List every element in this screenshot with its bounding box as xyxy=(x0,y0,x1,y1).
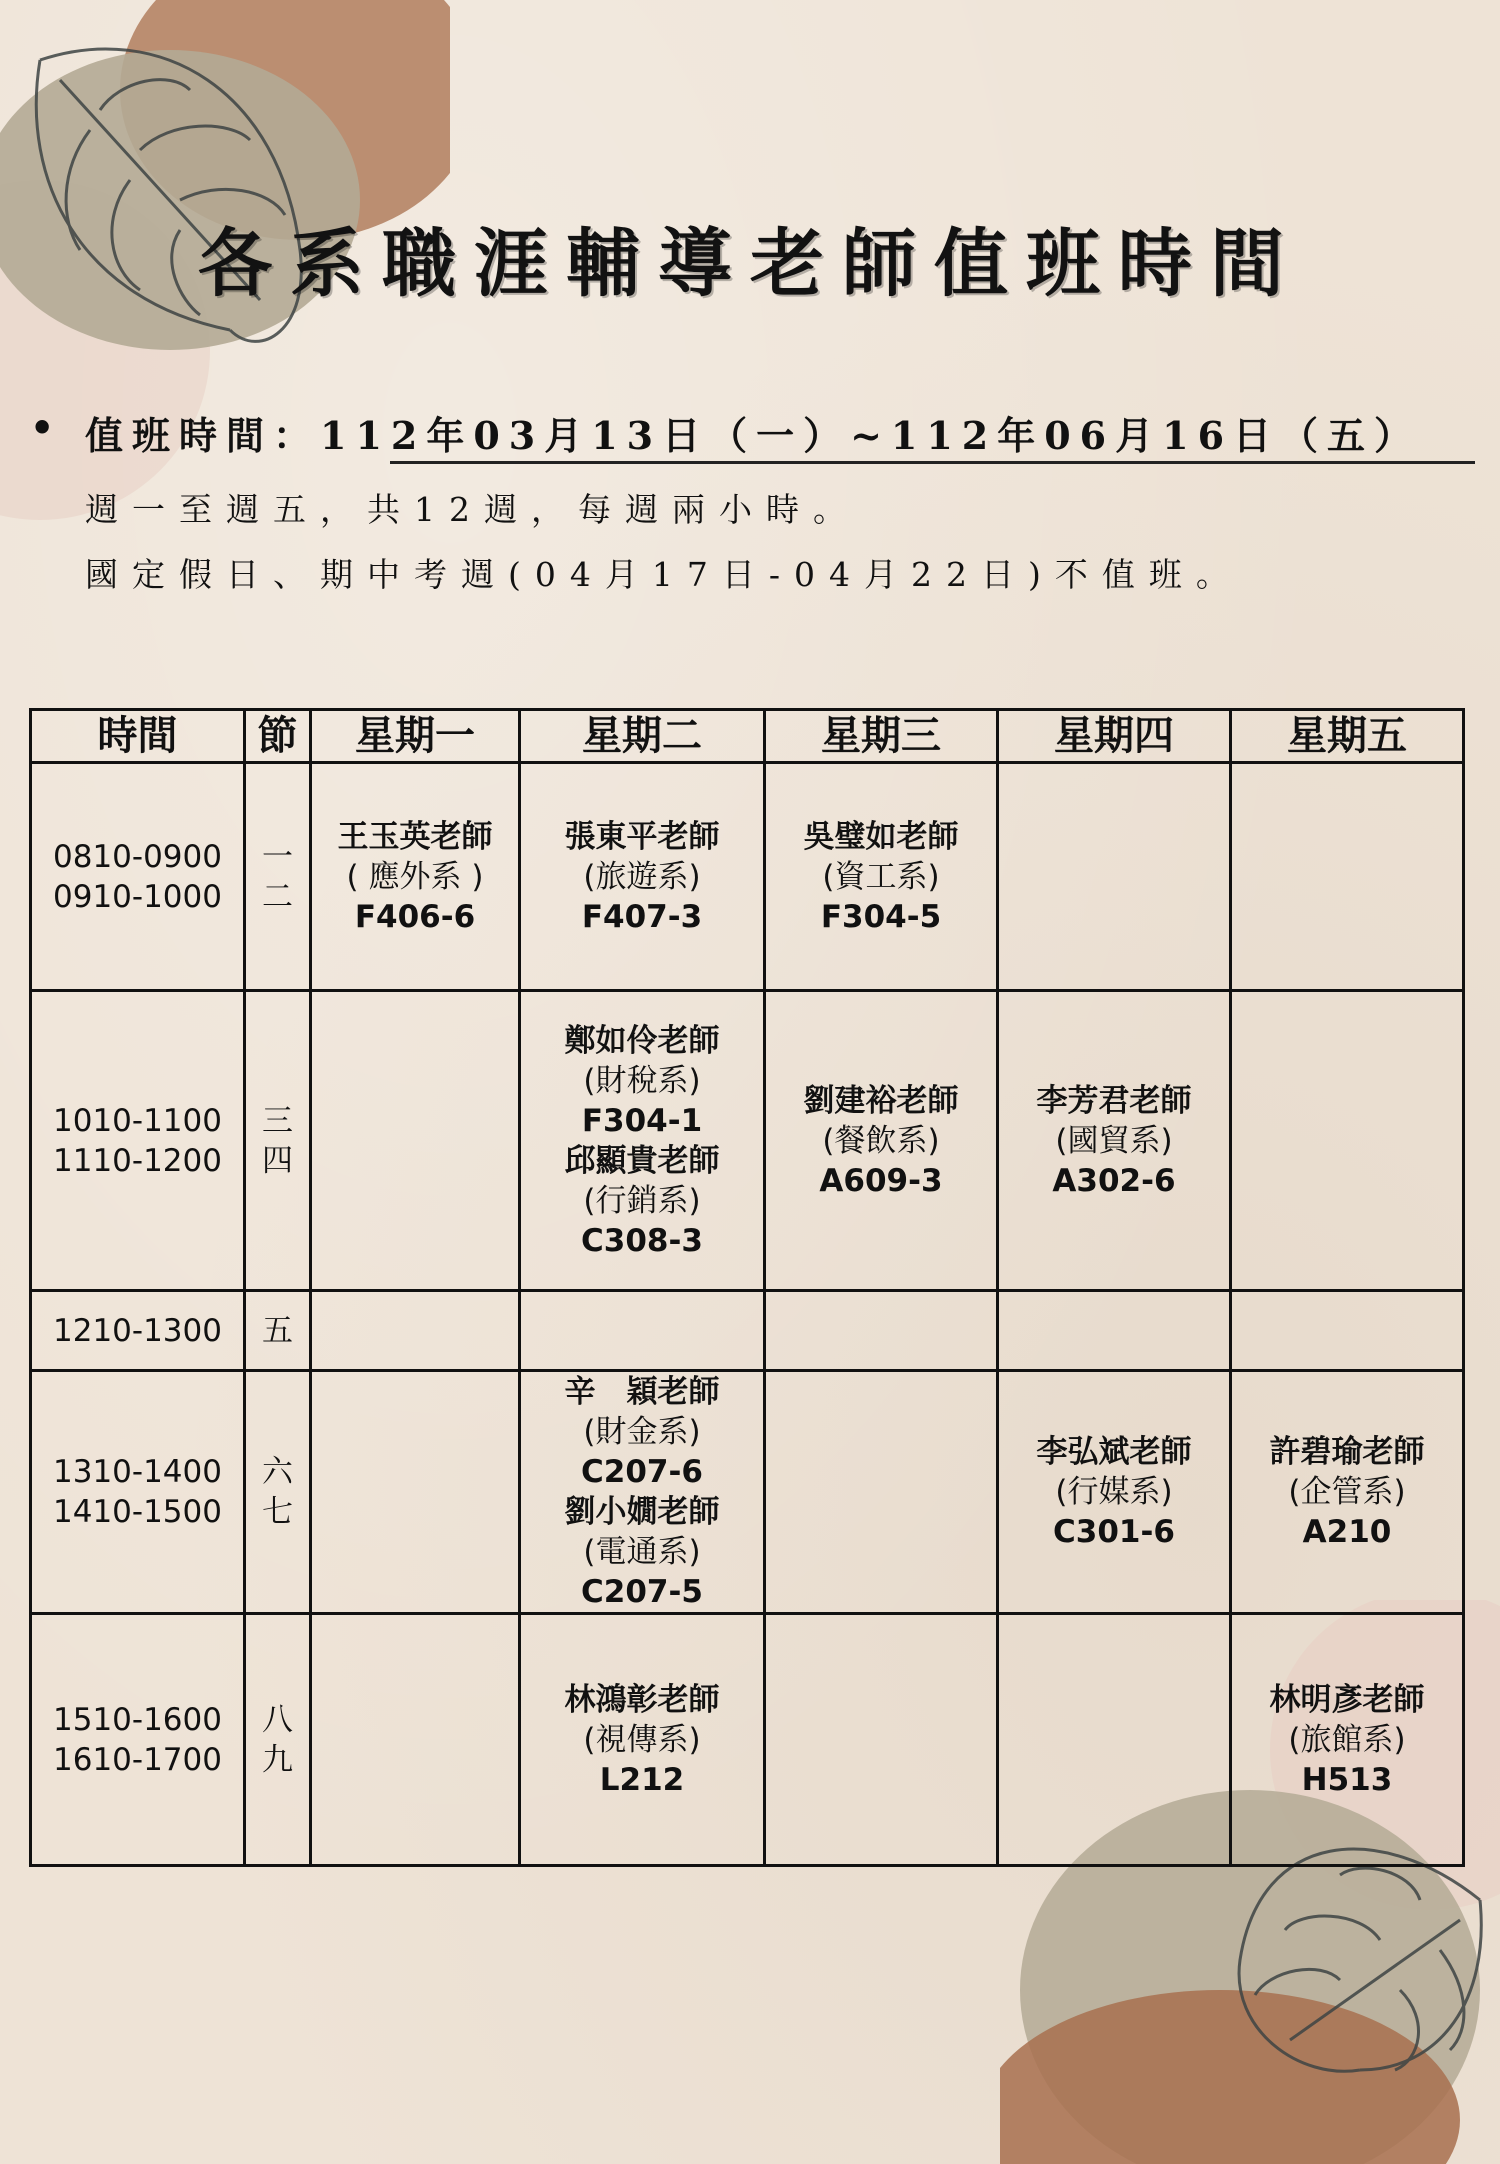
column-header: 時間 xyxy=(31,710,245,763)
day-cell xyxy=(520,763,765,991)
room-number: A210 xyxy=(1302,1514,1392,1550)
room-number: F304-1 xyxy=(581,1102,703,1139)
day-cell xyxy=(765,1371,998,1614)
teacher-name: 劉建裕老師 xyxy=(803,1082,959,1119)
table-header-row xyxy=(31,710,1464,763)
period-number: 七 xyxy=(262,1494,293,1530)
day-cell xyxy=(311,1614,520,1866)
time-range: 1310-1400 xyxy=(53,1454,222,1490)
table-row xyxy=(31,1614,1464,1866)
table-row xyxy=(31,1371,1464,1614)
period-cell xyxy=(245,763,311,991)
time-cell xyxy=(31,763,245,991)
day-cell xyxy=(1231,1614,1464,1866)
day-cell xyxy=(998,991,1231,1291)
period-number: 九 xyxy=(262,1741,293,1778)
duty-schedule-table xyxy=(29,708,1465,1867)
teacher-name: 吳璧如老師 xyxy=(803,818,959,855)
period-number: 八 xyxy=(262,1701,293,1738)
department-label: (財稅系) xyxy=(583,1062,701,1099)
department-label: (企管系) xyxy=(1288,1474,1406,1510)
day-cell xyxy=(765,763,998,991)
time-range: 0910-1000 xyxy=(53,878,222,915)
day-cell xyxy=(520,1614,765,1866)
day-cell xyxy=(1231,1291,1464,1371)
teacher-name: 辛 穎老師 xyxy=(564,1374,720,1410)
department-label: (電通系) xyxy=(583,1534,701,1570)
column-header: 星期一 xyxy=(311,710,520,763)
day-cell xyxy=(765,1614,998,1866)
period-number: 六 xyxy=(262,1454,293,1490)
department-label: (行媒系) xyxy=(1055,1474,1173,1510)
time-range: 1010-1100 xyxy=(53,1102,222,1139)
room-number: F304-5 xyxy=(820,898,942,935)
duty-frequency-note: 週一至週五，共12週，每週兩小時。 xyxy=(85,490,860,529)
day-cell xyxy=(311,991,520,1291)
time-range: 1210-1300 xyxy=(53,1312,222,1349)
duty-period-info xyxy=(30,405,1450,596)
day-cell xyxy=(520,991,765,1291)
column-header: 星期五 xyxy=(1231,710,1464,763)
period-number: 一 xyxy=(262,838,293,875)
room-number: A609-3 xyxy=(819,1162,943,1199)
teacher-name: 許碧瑜老師 xyxy=(1269,1434,1425,1470)
room-number: C207-6 xyxy=(581,1454,703,1490)
day-cell xyxy=(1231,991,1464,1291)
department-label: (視傳系) xyxy=(583,1721,701,1758)
time-range: 1610-1700 xyxy=(53,1741,222,1778)
time-range: 1410-1500 xyxy=(53,1494,222,1530)
day-cell xyxy=(998,1614,1231,1866)
room-number: C301-6 xyxy=(1053,1514,1175,1550)
column-header: 星期二 xyxy=(520,710,765,763)
room-number: C207-5 xyxy=(581,1574,703,1610)
period-cell xyxy=(245,991,311,1291)
day-cell xyxy=(311,1291,520,1371)
department-label: (旅遊系) xyxy=(583,858,701,895)
underline-divider xyxy=(390,461,1475,464)
day-cell xyxy=(311,1371,520,1614)
table-row xyxy=(31,991,1464,1291)
time-cell xyxy=(31,1614,245,1866)
period-number: 四 xyxy=(262,1142,293,1179)
teacher-name: 林明彥老師 xyxy=(1269,1681,1425,1718)
day-cell xyxy=(520,1291,765,1371)
duty-period-line xyxy=(30,405,1450,460)
teacher-name: 林鴻彰老師 xyxy=(564,1681,720,1718)
table-row xyxy=(31,1291,1464,1371)
day-cell xyxy=(311,763,520,991)
teacher-name: 李芳君老師 xyxy=(1036,1082,1192,1119)
period-number: 二 xyxy=(262,878,293,915)
teacher-name: 鄭如伶老師 xyxy=(564,1022,720,1059)
teacher-name: 邱顯貴老師 xyxy=(564,1142,720,1179)
department-label: (餐飲系) xyxy=(822,1122,940,1159)
period-number: 五 xyxy=(262,1312,293,1349)
column-header: 節 xyxy=(245,710,311,763)
period-number: 三 xyxy=(262,1102,293,1139)
period-cell xyxy=(245,1371,311,1614)
table-row xyxy=(31,763,1464,991)
column-header: 星期四 xyxy=(998,710,1231,763)
room-number: A302-6 xyxy=(1052,1162,1176,1199)
day-cell xyxy=(998,1371,1231,1614)
page-title: 各系職涯輔導老師值班時間 xyxy=(198,221,1302,307)
room-number: H513 xyxy=(1301,1761,1393,1798)
day-cell xyxy=(998,1291,1231,1371)
time-range: 0810-0900 xyxy=(53,838,222,875)
teacher-name: 李弘斌老師 xyxy=(1036,1434,1192,1470)
department-label: (資工系) xyxy=(822,858,940,895)
department-label: ( 應外系 ) xyxy=(346,858,484,895)
department-label: (旅館系) xyxy=(1288,1721,1406,1758)
period-cell xyxy=(245,1614,311,1866)
room-number: L212 xyxy=(599,1761,685,1798)
duty-period-label: 值班時間：112年03月13日（一）~112年06月16日（五） xyxy=(85,413,1422,458)
teacher-name: 王玉英老師 xyxy=(337,818,493,855)
day-cell xyxy=(998,763,1231,991)
department-label: (行銷系) xyxy=(583,1182,701,1219)
day-cell xyxy=(1231,1371,1464,1614)
room-number: F406-6 xyxy=(354,898,476,935)
day-cell xyxy=(1231,763,1464,991)
department-label: (國貿系) xyxy=(1055,1122,1173,1159)
time-cell xyxy=(31,991,245,1291)
time-range: 1510-1600 xyxy=(53,1701,222,1738)
room-number: C308-3 xyxy=(581,1222,703,1259)
holiday-exception-note: 國定假日、期中考週(04月17日-04月22日)不值班。 xyxy=(85,555,1243,594)
teacher-name: 張東平老師 xyxy=(564,818,720,855)
day-cell xyxy=(520,1371,765,1614)
room-number: F407-3 xyxy=(581,898,703,935)
department-label: (財金系) xyxy=(583,1414,701,1450)
day-cell xyxy=(765,1291,998,1371)
time-range: 1110-1200 xyxy=(53,1142,222,1179)
time-cell xyxy=(31,1371,245,1614)
period-cell xyxy=(245,1291,311,1371)
time-cell xyxy=(31,1291,245,1371)
day-cell xyxy=(765,991,998,1291)
teacher-name: 劉小嫺老師 xyxy=(564,1494,720,1530)
bullet-icon: • xyxy=(30,405,64,450)
column-header: 星期三 xyxy=(765,710,998,763)
